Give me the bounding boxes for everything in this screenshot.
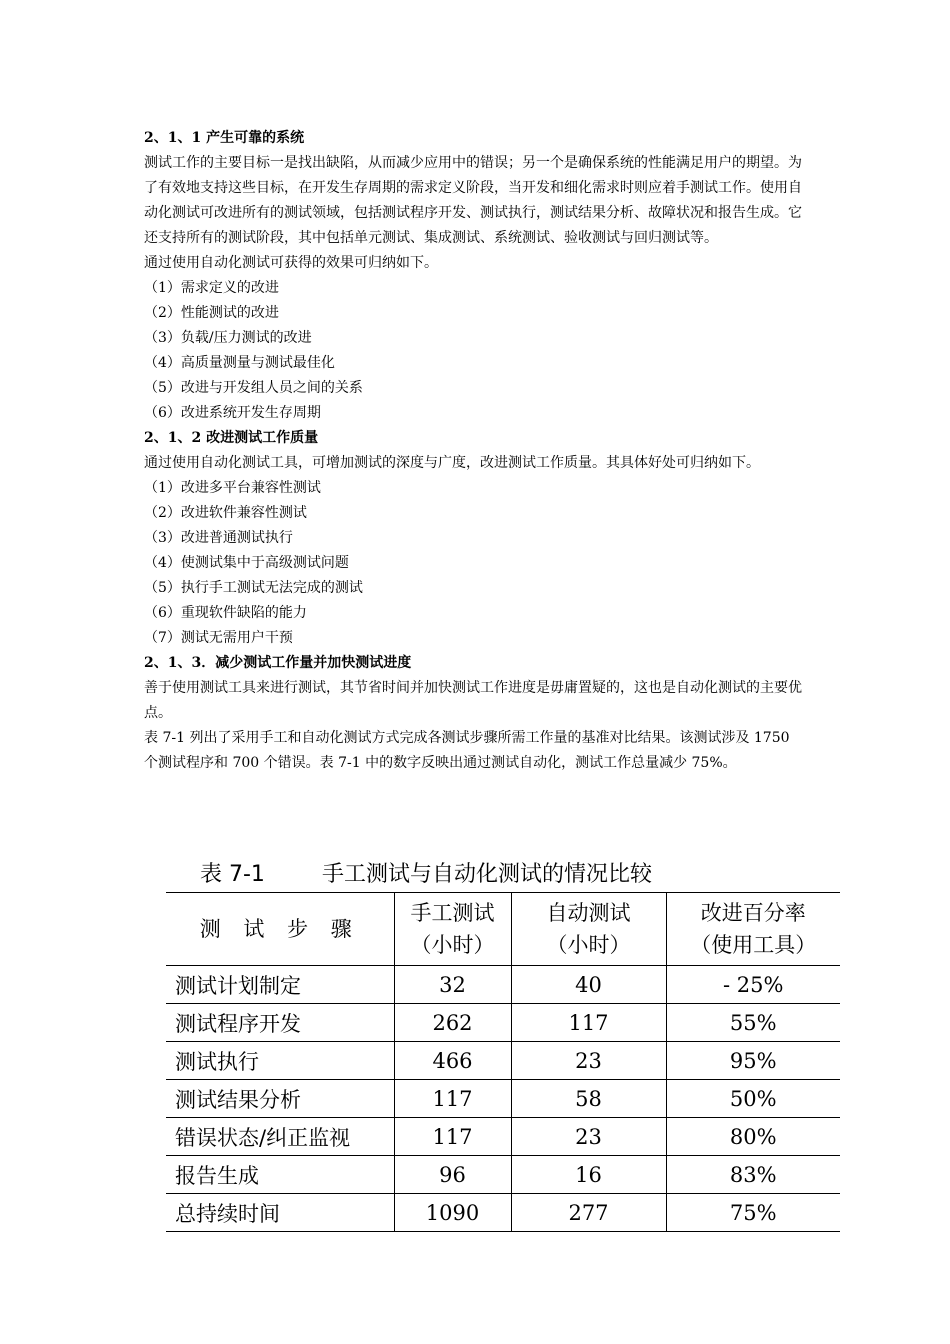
list-item: （2）改进软件兼容性测试 (144, 505, 307, 521)
cell-improve: 75% (666, 1194, 840, 1232)
cell-auto: 58 (511, 1080, 666, 1118)
document-body (144, 126, 804, 776)
comparison-table-figure (166, 858, 840, 1232)
list-item: （5）改进与开发组人员之间的关系 (144, 380, 363, 396)
list-item: （2）性能测试的改进 (144, 305, 279, 321)
cell-improve: 83% (666, 1156, 840, 1194)
section-heading: 2、1、1 产生可靠的系统 (144, 130, 305, 146)
cell-step: 测试程序开发 (166, 1004, 394, 1042)
cell-auto: 23 (511, 1118, 666, 1156)
cell-auto: 23 (511, 1042, 666, 1080)
comparison-table (166, 892, 840, 1232)
list-item: （3）改进普通测试执行 (144, 530, 293, 546)
cell-manual: 262 (394, 1004, 511, 1042)
paragraph: 通过使用自动化测试可获得的效果可归纳如下。 (144, 255, 438, 271)
header-step: 测 试 步 骤 (166, 893, 394, 966)
list-item: （7）测试无需用户干预 (144, 630, 293, 646)
section-heading: 2、1、2 改进测试工作质量 (144, 430, 319, 446)
table-header-row (166, 893, 840, 966)
cell-step: 总持续时间 (166, 1194, 394, 1232)
cell-manual: 117 (394, 1080, 511, 1118)
cell-step: 测试执行 (166, 1042, 394, 1080)
list-item: （5）执行手工测试无法完成的测试 (144, 580, 363, 596)
table-caption (166, 858, 840, 892)
table-row (166, 1118, 840, 1156)
table-row (166, 1004, 840, 1042)
cell-improve: - 25% (666, 966, 840, 1004)
header-auto: 自动测试 （小时） (511, 893, 666, 966)
list-item: （4）高质量测量与测试最佳化 (144, 355, 335, 371)
cell-manual: 117 (394, 1118, 511, 1156)
cell-auto: 117 (511, 1004, 666, 1042)
list-item: （1）需求定义的改进 (144, 280, 279, 296)
cell-improve: 55% (666, 1004, 840, 1042)
list-item: （3）负载/压力测试的改进 (144, 330, 312, 346)
cell-manual: 32 (394, 966, 511, 1004)
header-manual: 手工测试 （小时） (394, 893, 511, 966)
cell-improve: 50% (666, 1080, 840, 1118)
table-title: 手工测试与自动化测试的情况比较 (322, 862, 653, 887)
paragraph: 表 7-1 列出了采用手工和自动化测试方式完成各测试步骤所需工作量的基准对比结果。该测试涉及 1750 个测试程序和 700 个错误。表 7-1 中的数字反映出通过测试自动化，测试工作总量减少 75%。 (144, 730, 790, 771)
cell-step: 测试计划制定 (166, 966, 394, 1004)
table-row (166, 1156, 840, 1194)
table-row (166, 966, 840, 1004)
cell-auto: 277 (511, 1194, 666, 1232)
cell-auto: 40 (511, 966, 666, 1004)
cell-step: 报告生成 (166, 1156, 394, 1194)
cell-improve: 80% (666, 1118, 840, 1156)
list-item: （6）改进系统开发生存周期 (144, 405, 321, 421)
header-improve: 改进百分率 （使用工具） (666, 893, 840, 966)
table-row (166, 1042, 840, 1080)
section-heading: 2、1、3．减少测试工作量并加快测试进度 (144, 655, 412, 671)
cell-manual: 96 (394, 1156, 511, 1194)
cell-improve: 95% (666, 1042, 840, 1080)
paragraph: 通过使用自动化测试工具，可增加测试的深度与广度，改进测试工作质量。其具体好处可归纳如下。 (144, 455, 760, 471)
cell-manual: 466 (394, 1042, 511, 1080)
cell-step: 错误状态/纠正监视 (166, 1118, 394, 1156)
list-item: （4）使测试集中于高级测试问题 (144, 555, 349, 571)
list-item: （6）重现软件缺陷的能力 (144, 605, 307, 621)
paragraph: 善于使用测试工具来进行测试，其节省时间并加快测试工作进度是毋庸置疑的，这也是自动化测试的主要优点。 (144, 680, 802, 721)
table-row (166, 1194, 840, 1232)
table-number: 表 7-1 (200, 862, 265, 887)
cell-auto: 16 (511, 1156, 666, 1194)
list-item: （1）改进多平台兼容性测试 (144, 480, 321, 496)
paragraph: 测试工作的主要目标一是找出缺陷，从而减少应用中的错误；另一个是确保系统的性能满足用户的期望。为了有效地支持这些目标，在开发生存周期的需求定义阶段，当开发和细化需求时则应着手测试工作。使用自动化测试可改进所有的测试领域，包括测试程序开发、测试执行，测试结果分析、故障状况和报告生成。它还支持所有的测试阶段，其中包括单元测试、集成测试、系统测试、验收测试与回归测试等。 (144, 155, 802, 246)
cell-step: 测试结果分析 (166, 1080, 394, 1118)
cell-manual: 1090 (394, 1194, 511, 1232)
table-row (166, 1080, 840, 1118)
